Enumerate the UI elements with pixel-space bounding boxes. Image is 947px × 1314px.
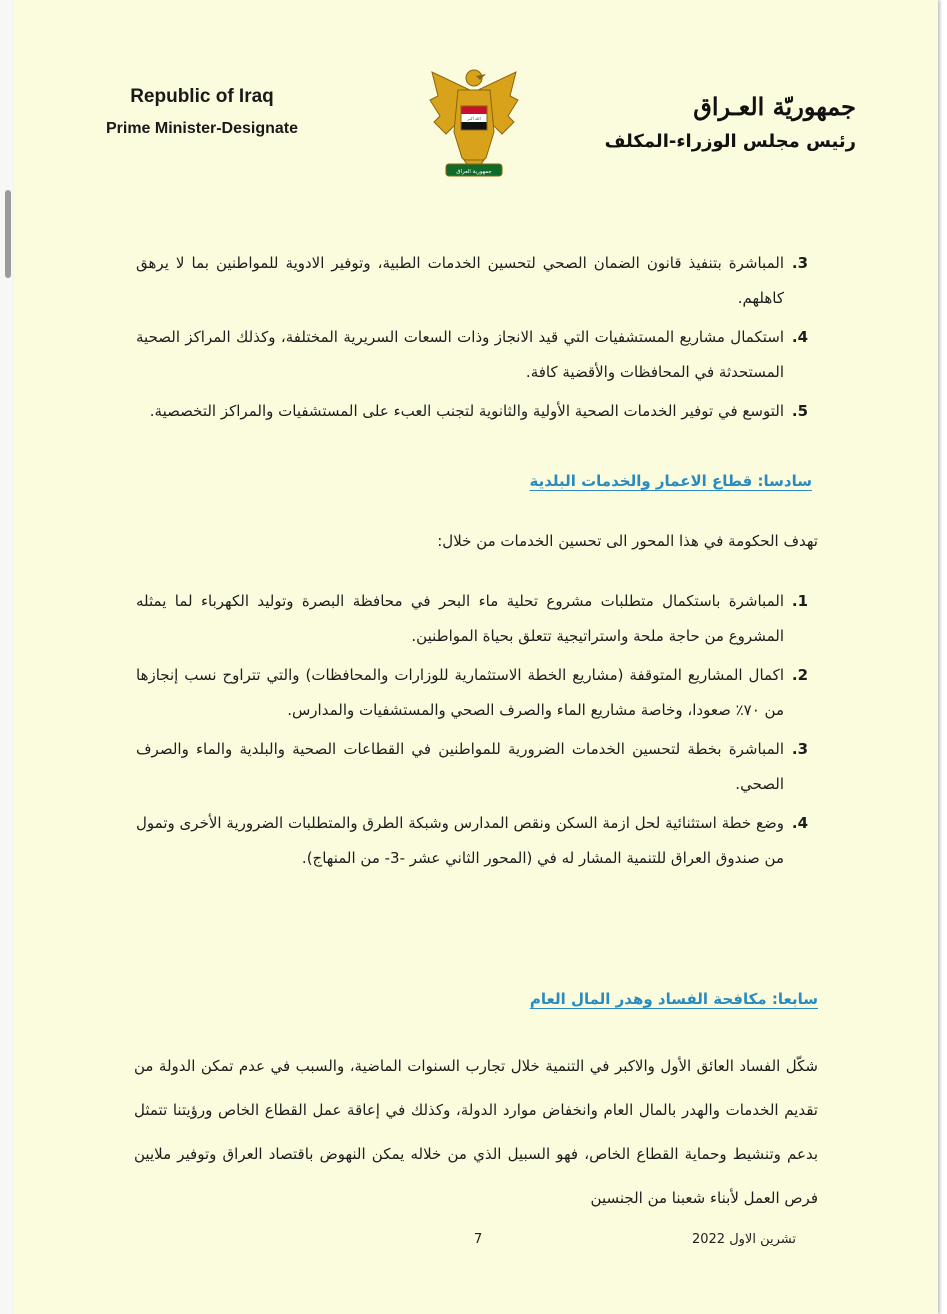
header-arabic [576,92,856,152]
list-item: 3. المباشرة بخطة لتحسين الخدمات الضرورية للمواطنين في القطاعات الصحية والبلدية والماء والصرف الصحي. [136,740,808,793]
list-item: 5. التوسع في توفير الخدمات الصحية الأولية والثانوية لتجنب العبء على المستشفيات والمراكز التخصصية. [149,402,808,420]
anticorruption-paragraph: شكّل الفساد العائق الأول والاكبر في التنمية خلال تجارب السنوات الماضية، والسبب في عدم تمكن الدولة من تقديم الخدمات والهدر بالمال العام وانخفاض موارد الدولة، وكذلك في إعاقة عمل القطاع الخاص ورؤيتنا تتمثل بدعم وتنشيط وحماية القطاع الخاص، فهو السبيل الذي من خلاله يمكن النهوض باقتصاد العراق وتوفير ملايين فرص العمل لأبناء شعبنا من الجنسين [134,1057,818,1207]
section-intro: تهدف الحكومة في هذا المحور الى تحسين الخدمات من خلال: [437,532,818,550]
list-item: 4. وضع خطة استثنائية لحل ازمة السكن ونقص المدارس وشبكة الطرق والمتطلبات الضرورية الأخرى وتمول من صندوق العراق للتنمية المشار له في (المحور الثاني عشر -3- من المنهاج). [136,814,808,867]
document-page [14,0,938,1314]
reconstruction-list [136,584,808,876]
list-item: 1. المباشرة باستكمال متطلبات مشروع تحلية ماء البحر في محافظة البصرة وتوليد الكهرباء لما يمثله المشروع من حاجة ملحة واستراتيجية تتعلق بحياة المواطنين. [136,592,808,645]
svg-text:الله أكبر: الله أكبر [467,116,481,121]
scrollbar-thumb[interactable] [5,190,11,278]
section-heading-reconstruction: سادسا: قطاع الاعمار والخدمات البلدية [529,472,812,490]
header-title-en: Prime Minister-Designate [105,120,299,137]
header-country-ar: جمهوريّة العـراق [693,92,856,121]
eagle-emblem-icon [424,62,524,184]
list-item: 4. استكمال مشاريع المستشفيات التي قيد الانجاز وذات السعات السريرية المختلفة، وكذلك المراكز الصحية المستحدثة في المحافظات والأقضية كافة. [136,328,808,381]
svg-text:جمهورية العراق: جمهورية العراق [456,169,492,175]
list-item: 2. اكمال المشاريع المتوقفة (مشاريع الخطة الاستثمارية للوزارات والمحافظات) والتي تتراوح نسب إنجازها من ٧٠٪ صعودا، وخاصة مشاريع الماء والصرف الصحي والمستشفيات والمدارس. [136,666,808,719]
header-english [52,86,352,138]
header-title-ar: رئيس مجلس الوزراء-المكلف [604,131,856,152]
list-item: 3. المباشرة بتنفيذ قانون الضمان الصحي لتحسين الخدمات الطبية، وتوفير الادوية للمواطنين بما لا يرهق كاهلهم. [136,254,808,307]
page-number: 7 [474,1232,483,1247]
header-country-en: Republic of Iraq [130,86,274,107]
footer-date: تشرين الاول 2022 [691,1232,796,1247]
section-heading-anticorruption: سابعا: مكافحة الفساد وهدر المال العام [529,990,818,1008]
scrollbar-track[interactable] [0,0,14,1314]
health-list [136,246,808,429]
